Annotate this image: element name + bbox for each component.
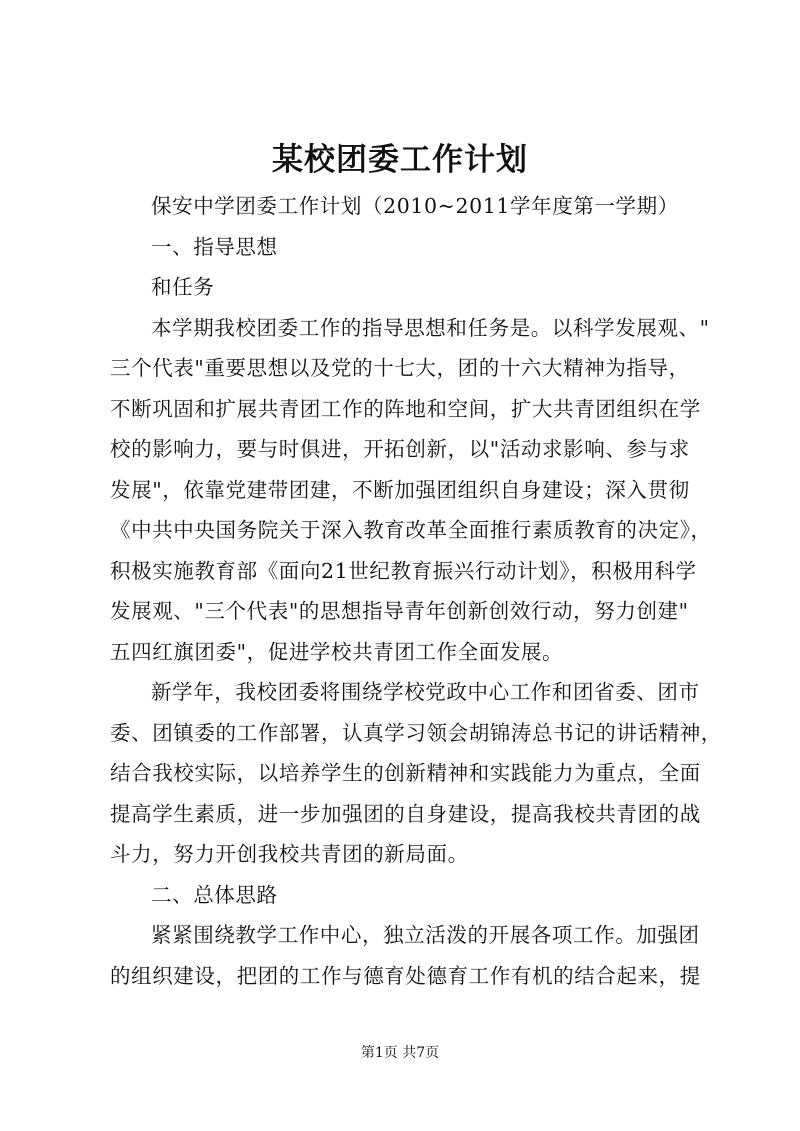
document-title: 某校团委工作计划 <box>272 142 528 178</box>
text-line: 一、指导思想 <box>151 234 278 259</box>
text-line: 发展"，依靠党建带团建，不断加强团组织自身建设；深入贯彻 <box>110 477 690 502</box>
text-line: 保安中学团委工作计划（2010~2011学年度第一学期） <box>151 194 679 218</box>
subtitle-line <box>110 186 702 227</box>
section-heading <box>110 227 702 268</box>
text-line: 校的影响力，要与时俱进，开拓创新，以"活动求影响、参与求 <box>110 437 690 461</box>
text-line: 紧紧围绕教学工作中心，独立活泼的开展各项工作。加强团 <box>151 923 700 947</box>
page-footer: 第1页 共7页 <box>360 1045 440 1061</box>
text-line: 二、总体思路 <box>151 882 278 907</box>
text-line: 委、团镇委的工作部署，认真学习领会胡锦涛总书记的讲话精神， <box>110 720 722 745</box>
paragraph <box>110 915 702 996</box>
text-line: 三个代表"重要思想以及党的十七大，团的十六大精神为指导， <box>110 356 690 380</box>
text-line: 五四红旗团委"，促进学校共青团工作全面发展。 <box>110 639 564 664</box>
text-line: 结合我校实际，以培养学生的创新精神和实践能力为重点，全面 <box>110 761 701 785</box>
paragraph <box>110 672 722 875</box>
text-line: 和任务 <box>151 275 215 299</box>
text-line: 《中共中央国务院关于深入教育改革全面推行素质教育的决定》， <box>110 518 712 542</box>
text-line: 积极实施教育部《面向21世纪教育振兴行动计划》，积极用科学 <box>110 558 697 583</box>
text-line: 提高学生素质，进一步加强团的自身建设，提高我校共青团的战 <box>110 801 701 826</box>
paragraph <box>110 308 712 673</box>
text-line: 的组织建设，把团的工作与德育处德育工作有机的结合起来，提 <box>110 963 701 988</box>
text-line: 斗力，努力开创我校共青团的新局面。 <box>110 842 469 866</box>
text-line: 本学期我校团委工作的指导思想和任务是。以科学发展观、" <box>151 315 710 340</box>
text-line: 不断巩固和扩展共青团工作的阵地和空间，扩大共青团组织在学 <box>110 396 701 421</box>
text-line: 发展观、"三个代表"的思想指导青年创新创效行动，努力创建" <box>110 599 689 623</box>
section-heading-continued <box>110 267 702 308</box>
section-heading <box>110 875 702 916</box>
text-line: 新学年，我校团委将围绕学校党政中心工作和团省委、团市 <box>151 680 700 704</box>
document-body <box>110 186 722 996</box>
